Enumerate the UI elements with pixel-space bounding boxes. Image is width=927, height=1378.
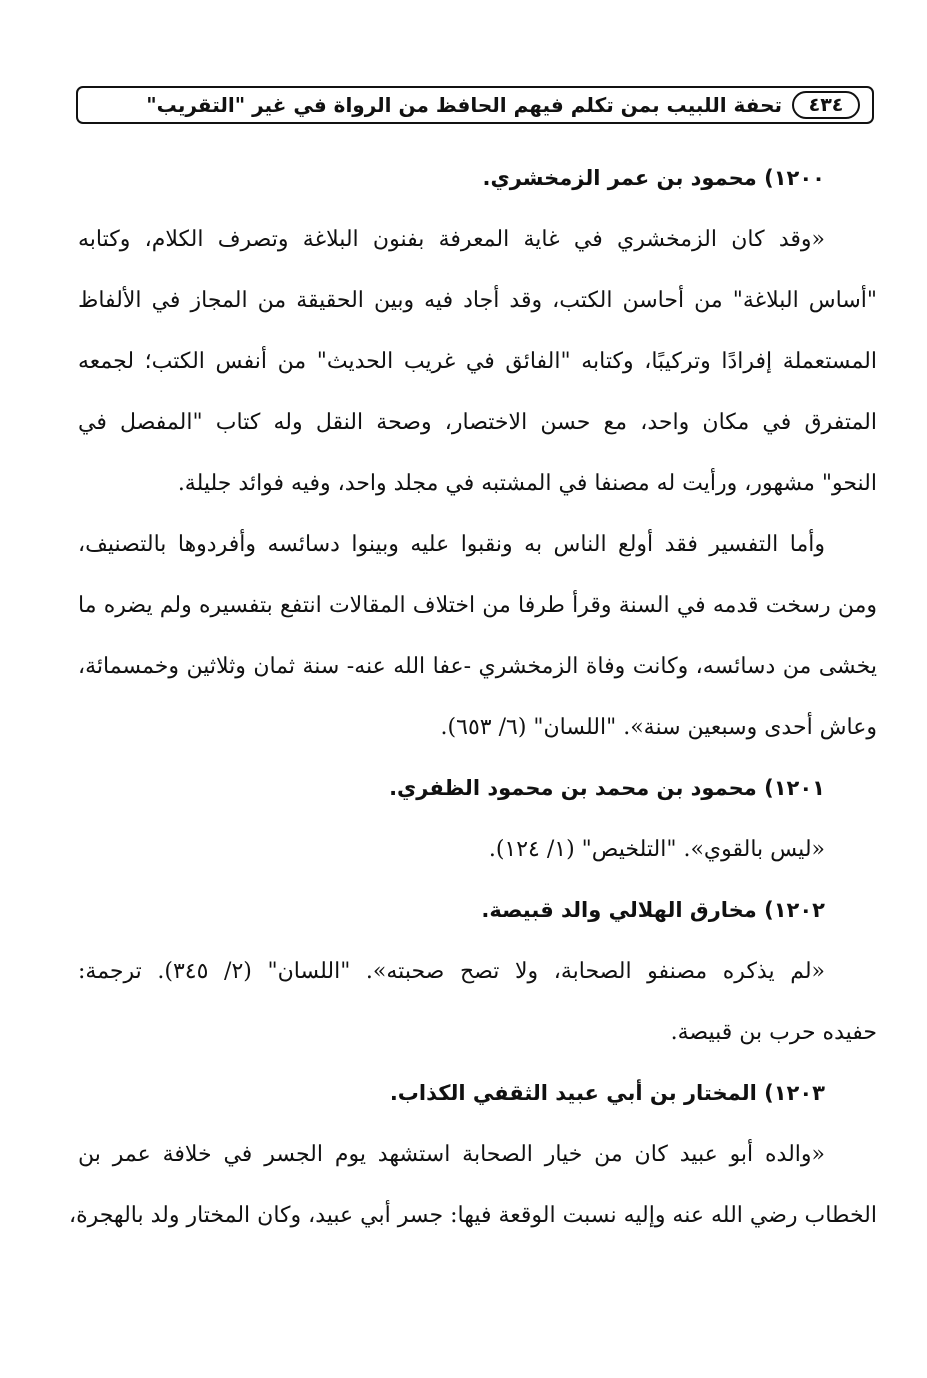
text-line: وأما التفسير فقد أولع الناس به ونقبوا عليه وبينوا دسائسه وأفردوها بالتصنيف، xyxy=(78,532,825,557)
text-line: حفيده حرب بن قبيصة. xyxy=(670,1020,877,1045)
entry-heading-1200: ١٢٠٠) محمود بن عمر الزمخشري. xyxy=(482,166,825,190)
book-title: تحفة اللبيب بمن تكلم فيهم الحافظ من الرواة في غير "التقريب" xyxy=(146,93,782,117)
entry-heading-1202: ١٢٠٢) مخارق الهلالي والد قبيصة. xyxy=(481,898,825,922)
text-line: المتفرق في مكان واحد، مع حسن الاختصار، وصحة النقل وله كتاب "المفصل في xyxy=(78,410,877,435)
page-body xyxy=(68,148,877,1246)
text-line: "أساس البلاغة" من أحاسن الكتب، وقد أجاد فيه وبين الحقيقة من المجاز في الألفاظ xyxy=(78,288,877,313)
running-header xyxy=(76,86,874,124)
text-line: «لم يذكره مصنفو الصحابة، ولا تصح صحبته». "اللسان" (٢/ ٣٤٥). ترجمة: xyxy=(78,959,826,984)
text-line: «ليس بالقوي». "التلخيص" (١/ ١٢٤). xyxy=(488,837,825,862)
text-line: «وقد كان الزمخشري في غاية المعرفة بفنون البلاغة وتصرف الكلام، وكتابه xyxy=(78,227,825,252)
text-line: «والده أبو عبيد كان من خيار الصحابة استشهد يوم الجسر في خلافة عمر بن xyxy=(78,1142,826,1167)
text-line: النحو" مشهور، ورأيت له مصنفا في المشتبه في مجلد واحد، وفيه فوائد جليلة. xyxy=(177,471,877,496)
text-line: الخطاب رضي الله عنه وإليه نسبت الوقعة فيها: جسر أبي عبيد، وكان المختار ولد بالهجرة، xyxy=(68,1203,877,1228)
text-line: يخشى من دسائسه، وكانت وفاة الزمخشري -عفا الله عنه- سنة ثمان وثلاثين وخمسمائة، xyxy=(78,654,877,679)
text-line: ومن رسخت قدمه في السنة وقرأ طرفا من اختلاف المقالات انتفع بتفسيره ولم يضره ما xyxy=(78,593,877,618)
entry-heading-1203: ١٢٠٣) المختار بن أبي عبيد الثقفي الكذاب. xyxy=(389,1081,825,1105)
page-number: ٤٣٤ xyxy=(792,91,860,119)
text-line: وعاش أحدى وسبعين سنة». "اللسان" (٦/ ٦٥٣). xyxy=(440,715,877,740)
text-line: المستعملة إفرادًا وتركيبًا، وكتابه "الفائق في غريب الحديث" من أنفس الكتب؛ لجمعه xyxy=(78,349,877,374)
entry-heading-1201: ١٢٠١) محمود بن محمد بن محمود الظفري. xyxy=(389,776,825,800)
